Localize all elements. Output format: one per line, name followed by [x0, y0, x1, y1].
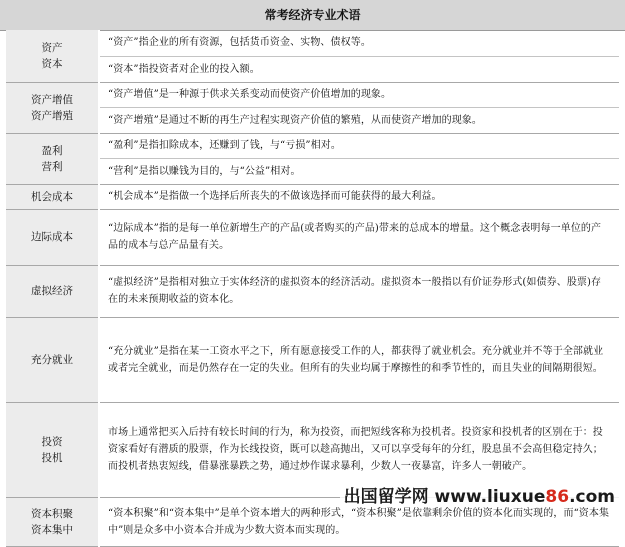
term-cell — [6, 402, 99, 497]
table-row — [6, 82, 619, 107]
table-title: 常考经济专业术语 — [0, 0, 625, 31]
table-row — [6, 133, 619, 158]
watermark-url-number: 86 — [545, 487, 570, 507]
term-label: 盈利 — [41, 144, 63, 157]
term-label: 虚拟经济 — [31, 285, 73, 297]
definition-cell: “边际成本”指的是每一单位新增生产的产品(或者购买的产品)带来的总成本的增量。这个概念表明每一单位的产品的成本与总产品量有关。 — [99, 209, 619, 265]
term-label: 投机 — [41, 451, 63, 464]
term-label: 资产增值 — [31, 93, 73, 106]
term-cell — [6, 184, 99, 209]
definition-cell: “资本积聚”和“资本集中”是单个资本增大的两种形式，“资本积聚”是依靠剩余价值的资本化而实现的，而“资本集中”则是众多中小资本合并成为少数大资本而实现的。 — [99, 497, 619, 546]
definition-cell: “资本”指投资者对企业的投入额。 — [99, 56, 619, 82]
watermark-site-name: 出国留学网 — [343, 487, 429, 507]
term-label: 营利 — [41, 160, 63, 173]
term-label: 充分就业 — [31, 353, 73, 366]
term-cell — [6, 133, 99, 184]
definition-cell: “充分就业”是指在某一工资水平之下，所有愿意接受工作的人，都获得了就业机会。充分就业并不等于全部就业或者完全就业，而是仍然存在一定的失业。但所有的失业均属于摩擦性的和季节性的，而且失业的间隔期很短。 — [99, 317, 619, 402]
term-cell — [6, 209, 99, 265]
terms-table — [6, 30, 619, 547]
definition-cell: “资产增殖”是通过不断的再生产过程实现资产价值的繁殖，从而使资产增加的现象。 — [99, 107, 619, 133]
definition-cell: “盈利”是指扣除成本，还赚到了钱，与“亏损”相对。 — [99, 133, 619, 158]
table-row — [6, 317, 619, 402]
definition-cell: “机会成本”是指做一个选择后所丧失的不做该选择而可能获得的最大利益。 — [99, 184, 619, 209]
term-label: 边际成本 — [31, 231, 73, 243]
table-row — [6, 30, 619, 56]
term-cell — [6, 82, 99, 133]
term-label: 机会成本 — [31, 190, 73, 203]
term-label: 资产增殖 — [31, 109, 73, 122]
term-label: 资产 — [41, 41, 63, 54]
term-cell — [6, 265, 99, 317]
watermark-url-suffix: .com — [569, 487, 615, 507]
term-cell — [6, 497, 99, 546]
definition-cell: “资产”指企业的所有资源，包括货币资金、实物、债权等。 — [99, 30, 619, 56]
term-label: 资本积聚 — [31, 507, 73, 520]
watermark-logo — [340, 482, 619, 507]
term-label: 资本 — [41, 57, 63, 70]
term-label: 资本集中 — [31, 523, 73, 536]
terms-table-body — [6, 30, 619, 546]
table-row — [6, 184, 619, 209]
table-row — [6, 265, 619, 317]
definition-cell: “虚拟经济”是指相对独立于实体经济的虚拟资本的经济活动。虚拟资本一般指以有价证券形式(如债券、股票)存在的未来预期收益的资本化。 — [99, 265, 619, 317]
definition-cell: “营利”是指以赚钱为目的，与“公益”相对。 — [99, 158, 619, 184]
term-label: 投资 — [41, 435, 63, 448]
definition-cell: 市场上通常把买入后持有较长时间的行为，称为投资，而把短线客称为投机者。投资家和投机者的区别在于：投资家看好有潜质的股票，作为长线投资，既可以趁高抛出，又可以享受每年的分红，股息虽不会高但稳定持久；而投机者热衷短线，借暴涨暴跌之势，通过炒作谋求暴利，少数人一夜暴富，许多人一朝破产。 — [99, 402, 619, 497]
table-row — [6, 209, 619, 265]
term-cell — [6, 30, 99, 82]
term-cell — [6, 317, 99, 402]
watermark-url-prefix: www.liuxue — [434, 487, 546, 507]
definition-cell: “资产增值”是一种源于供求关系变动而使资产价值增加的现象。 — [99, 82, 619, 107]
